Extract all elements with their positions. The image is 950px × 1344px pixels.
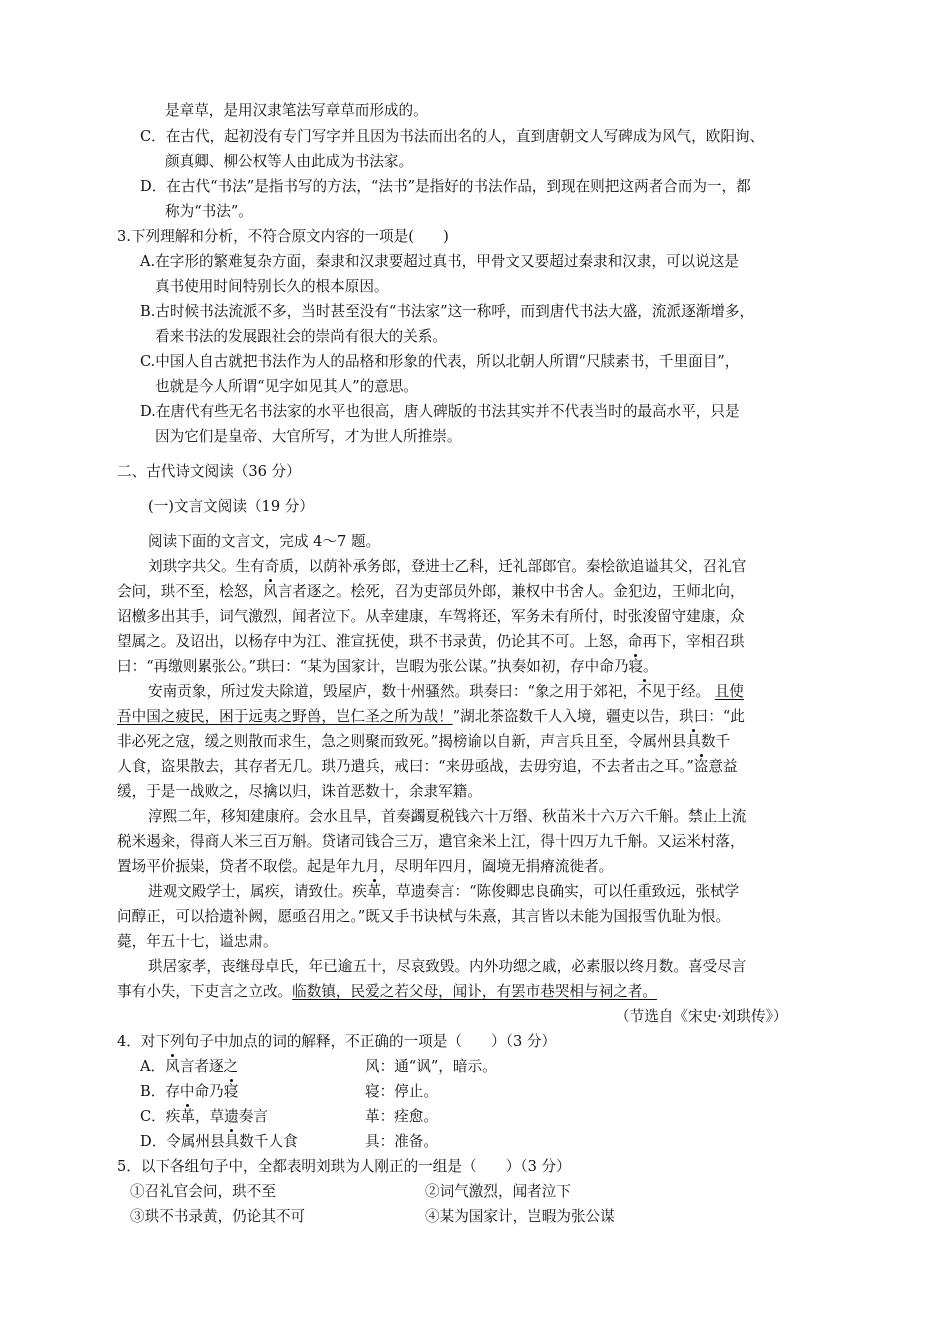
dotted-char-qin: 寝: [628, 658, 644, 675]
passage-p4-line3: 薨，年五十七，谥忠肃。: [117, 933, 278, 950]
q2-option-d-line2: 称为“书法”。: [165, 203, 253, 220]
dotted-char: 具: [224, 1133, 240, 1150]
passage-p2-line1: 安南贡象，所过发夫除道，毁屋庐，数十州骚然。珙奏曰：“象之用于郊祀，不见于经。 且使: [148, 683, 744, 700]
q2-option-c-line1: C．在古代，起初没有专门写字并且因为书法而出名的人，直到唐朝文人写碑成为风气，欧阳询、: [140, 128, 765, 145]
q3-option-a-line2: 真书使用时间特别长久的根本原因。: [155, 278, 389, 295]
dotted-char: 风: [165, 1058, 180, 1075]
q5-item-1: ①召礼官会问，珙不至: [130, 1183, 276, 1200]
passage-p1-line5: 曰：“再缴则累张公。”珙曰：“某为国家计，岂暇为张公谋。”执奏如初，存中命乃寝。: [117, 658, 658, 675]
q4-option-c: C．疾革，草遗奏言: [140, 1108, 268, 1125]
passage-p2-line4: 人食，盗果散去，其存者无几。珙乃遣兵，戒曰：“来毋亟战，去毋穷追，不去者击之耳。”盗意益: [117, 758, 738, 775]
dotted-char: 革: [180, 1108, 195, 1125]
q5-item-4: ④某为国家计，岂暇为张公谋: [425, 1208, 615, 1225]
q4-option-b: B．存中命乃寝: [140, 1083, 239, 1100]
passage-p4-line1: 进观文殿学士，属疾，请致仕。疾革，草遗奏言：“陈俊卿忠良确实，可以任重致远，张栻学: [148, 883, 740, 900]
q4-option-c-explanation: 革：痊愈。: [365, 1108, 438, 1125]
q3-option-c-line2: 也就是今人所谓“见字如见其人”的意思。: [155, 378, 419, 395]
passage-source: （节选自《宋史·刘珙传》）: [615, 1008, 788, 1025]
q4-option-a: A．风言者逐之: [140, 1058, 239, 1075]
dotted-char-feng: 风: [262, 583, 278, 600]
passage-p2-line2: 吾中国之疲民，困于远夷之野兽，岂仁圣之所为哉！”湖北茶盗数千人入境，疆吏以告，珙曰：“此: [117, 708, 745, 725]
dotted-char: 寝: [223, 1083, 239, 1100]
passage-p3-line2: 税米遏籴，得商人米三百万斛。贷诸司钱合三万，遣官籴米上江，得十四万九千斛。又运米村落，: [117, 833, 745, 850]
dotted-char-dao: 盗: [693, 758, 709, 775]
passage-p5-line1: 珙居家孝，丧继母卓氏，年已逾五十，尽哀致毁。内外功缌之戚，必素服以终月数。喜受尽言: [148, 958, 747, 975]
passage-p1-line4: 望属之。及诏出，以杨存中为江、淮宣抚使，珙不书录黄，仍论其不可。上怒，命再下，宰相召珙: [117, 633, 745, 650]
q3-option-b-line2: 看来书法的发展跟社会的崇尚有很大的关系。: [155, 328, 447, 345]
passage-p3-line3: 置场平价振粜，贷者不取偿。起是年九月，尽明年四月，阖境无捐瘠流徙者。: [117, 858, 614, 875]
q4-option-d: D．令属州县具数千人食: [140, 1133, 298, 1150]
dotted-char-ju: 具: [686, 733, 701, 750]
q4-option-a-explanation: 风：通“讽”，暗示。: [365, 1058, 497, 1075]
dotted-char-bu: 不: [637, 683, 652, 700]
q2-b-continuation: 是章草，是用汉隶笔法写章草而形成的。: [165, 102, 428, 119]
underlined-sentence-2: 临数镇，民爱之若父母，闻讣，有罢市巷哭相与祠之者。: [292, 983, 657, 1000]
underlined-sentence-part2: 吾中国之疲民，困于远夷之野兽，岂仁圣之所为哉！: [117, 708, 453, 725]
q4-stem: 4．对下列句子中加点的词的解释，不正确的一项是（ ）（3 分）: [117, 1033, 557, 1050]
subsection-title: (一)文言文阅读（19 分）: [148, 498, 314, 515]
q3-option-d-line2: 因为它们是皇帝、大官所写，才为世人所推崇。: [155, 428, 462, 445]
underlined-sentence-part1: 且使: [714, 683, 744, 700]
passage-p3-line1: 淳熙二年，移知建康府。会水且旱，首奏蠲夏税钱六十万缗、秋苗米十六万六千斛。禁止上流: [148, 808, 747, 825]
q4-option-d-explanation: 具：准备。: [365, 1133, 438, 1150]
q3-option-b-line1: B.古时候书法流派不多，当时甚至没有“书法家”这一称呼，而到唐代书法大盛，流派逐渐增多，: [140, 303, 755, 320]
passage-p5-line2: 事有小失，下吏言之立改。临数镇，民爱之若父母，闻讣，有罢市巷哭相与祠之者。: [117, 983, 657, 1000]
q3-stem: 3.下列理解和分析，不符合原文内容的一项是( ): [117, 228, 449, 245]
dotted-char-ge: 革: [366, 883, 382, 900]
passage-p1-line3: 诏檄多出其手，词气激烈，闻者泣下。从幸建康，车驾将还，军务未有所付，时张浚留守建康，众: [117, 608, 745, 625]
q2-option-c-line2: 颜真卿、柳公权等人由此成为书法家。: [165, 153, 414, 170]
section-title: 二、古代诗文阅读（36 分）: [117, 463, 301, 480]
reading-instruction: 阅读下面的文言文，完成 4～7 题。: [148, 533, 381, 550]
passage-p2-line3: 非必死之寇，缓之则散而求生，急之则聚而致死。”揭榜谕以自新，声言兵且至，令属州县具数千: [117, 733, 731, 750]
q5-item-2: ②词气激烈，闻者泣下: [425, 1183, 571, 1200]
q2-option-d-line1: D．在古代“书法”是指书写的方法，“法书”是指好的书法作品，到现在则把这两者合而为一，都: [140, 178, 751, 195]
q3-option-a-line1: A.在字形的繁难复杂方面，秦隶和汉隶要超过真书，甲骨文又要超过秦隶和汉隶，可以说这是: [140, 253, 739, 270]
q5-item-3: ③珙不书录黄，仍论其不可: [130, 1208, 306, 1225]
q4-option-b-explanation: 寝：停止。: [365, 1083, 438, 1100]
q3-option-c-line1: C.中国人自古就把书法作为人的品格和形象的代表，所以北朝人所谓“尺牍素书，千里面目”，: [140, 353, 740, 370]
passage-p1-line1: 刘珙字共父。生有奇质，以荫补承务郎，登进士乙科，迁礼部郎官。秦桧欲追谥其父，召礼官: [148, 558, 747, 575]
q5-stem: 5．以下各组句子中，全都表明刘珙为人刚正的一组是（ ）（3 分）: [117, 1158, 571, 1175]
passage-p1-line2: 会问，珙不至，桧怒，风言者逐之。桧死，召为吏部员外郎，兼权中书舍人。金犯边，王师北向，: [117, 583, 745, 600]
q3-option-d-line1: D.在唐代有些无名书法家的水平也很高，唐人碑版的书法其实并不代表当时的最高水平，只是: [140, 403, 740, 420]
passage-p2-line5: 缓，于是一战败之，尽擒以归，诛首恶数十，余隶军籍。: [117, 783, 482, 800]
passage-p4-line2: 问醇正，可以拾遗补阙，愿亟召用之。”既又手书诀栻与朱熹，其言皆以未能为国报雪仇耻为恨。: [117, 908, 731, 925]
